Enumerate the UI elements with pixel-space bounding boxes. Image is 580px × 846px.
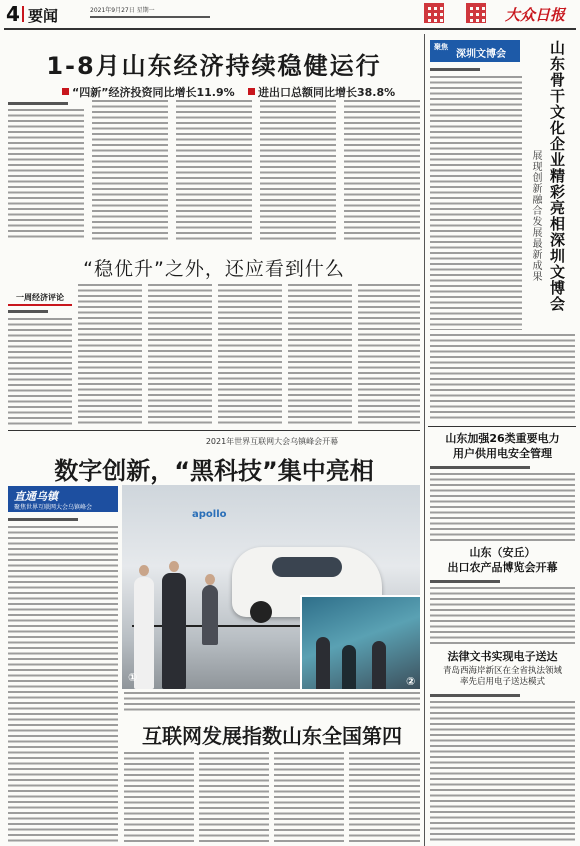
visitor: [372, 641, 386, 689]
newspaper-logo: 大众日报: [505, 6, 566, 24]
wuzhen-headline: 数字创新，“黑科技”集中亮相: [54, 457, 374, 485]
subhead-line: 率先启用电子送达模式: [459, 677, 545, 688]
body-text: [288, 284, 352, 426]
issue-date: 2021年9月27日 星期一: [90, 7, 155, 14]
power-headline: [430, 432, 575, 462]
body-text: [274, 752, 344, 844]
inset-photo: [300, 595, 420, 689]
body-text: [260, 100, 336, 241]
photo-marker: ②: [406, 675, 416, 688]
culture-headline: 山东骨干文化企业精彩亮相深圳文博会: [548, 40, 566, 312]
visitor: [316, 637, 330, 689]
qr-code-icon: [466, 3, 486, 23]
column-divider: [424, 34, 425, 846]
body-text: [430, 587, 575, 645]
subhead-line: 青岛西海岸新区在全省执法领域: [442, 666, 562, 676]
body-text: [92, 100, 168, 241]
byline: [8, 310, 48, 313]
car-wheel: [250, 601, 272, 623]
photo-brand-text: apollo: [192, 509, 227, 520]
section-title: 要闻: [28, 7, 59, 25]
section-rule: [8, 430, 420, 431]
body-text: [430, 473, 575, 541]
photo-caption: [124, 692, 420, 712]
headline-line: 出口农产品博览会开幕: [447, 560, 558, 574]
visitor: [342, 645, 356, 689]
subhead-text: “四新”经济投资同比增长11.9%: [72, 86, 235, 99]
page-number: 4: [6, 2, 20, 26]
commentary-headline: “稳优升”之外，还应看到什么: [83, 258, 345, 280]
body-text: [124, 752, 194, 844]
header-rule: [4, 28, 576, 30]
byline: [8, 102, 68, 105]
visitor-head: [139, 565, 149, 576]
body-text: [358, 284, 420, 426]
body-text: [148, 284, 212, 426]
body-text: [78, 284, 142, 426]
culture-subhead: 展现创新融合发展最新成果: [530, 150, 541, 282]
bullet-icon: [248, 88, 255, 95]
lead-headline: 1-8月山东经济持续稳健运行: [46, 52, 382, 80]
expo-headline: [430, 546, 575, 576]
news-photo: [122, 485, 420, 689]
wuzhen-logo: [8, 486, 118, 512]
focus-logo: [430, 40, 520, 62]
byline: [430, 68, 480, 71]
index-headline: 互联网发展指数山东全国第四: [142, 724, 402, 748]
bullet-icon: [62, 88, 69, 95]
visitor: [202, 585, 218, 645]
lead-subhead-2: [248, 84, 395, 100]
body-text: [8, 526, 118, 844]
headline-line: 山东（安丘）: [469, 546, 536, 559]
byline: [430, 466, 530, 469]
focus-logo-label: 聚焦: [434, 43, 448, 51]
body-text: [430, 334, 575, 422]
visitor: [162, 573, 186, 689]
photo-marker: ①: [128, 671, 138, 684]
body-text: [344, 100, 420, 241]
byline: [8, 518, 78, 521]
headline-line: 用户供用电安全管理: [453, 446, 552, 460]
subhead-text: 进出口总额同比增长38.8%: [258, 86, 396, 99]
legal-subhead: [430, 666, 575, 689]
body-text: [176, 100, 252, 241]
body-text: [199, 752, 269, 844]
focus-logo-title: 深圳文博会: [456, 49, 506, 60]
wuzhen-overline: 2021年世界互联网大会乌镇峰会开幕: [205, 437, 339, 446]
byline: [430, 580, 500, 583]
visitor-head: [169, 561, 179, 572]
visitor-head: [205, 574, 215, 585]
lead-subhead-1: [62, 84, 235, 100]
section-rule: [428, 426, 576, 427]
body-text: [430, 701, 575, 844]
legal-headline: 法律文书实现电子送达: [447, 650, 558, 663]
body-text: [430, 76, 522, 330]
section-divider: [22, 6, 24, 22]
column-tag: 一周经济评论: [8, 292, 72, 306]
body-text: [8, 109, 84, 241]
editor-line: [90, 16, 210, 18]
wuzhen-logo-subtitle: 聚焦世界互联网大会乌镇峰会: [14, 504, 93, 511]
body-text: [349, 752, 420, 844]
headline-line: 山东加强26类重要电力: [445, 432, 560, 445]
byline: [430, 694, 520, 697]
body-text: [218, 284, 282, 426]
wuzhen-logo-title: 直通乌镇: [14, 490, 58, 503]
qr-code-icon: [424, 3, 444, 23]
car-window: [272, 557, 342, 577]
body-text: [8, 318, 72, 426]
